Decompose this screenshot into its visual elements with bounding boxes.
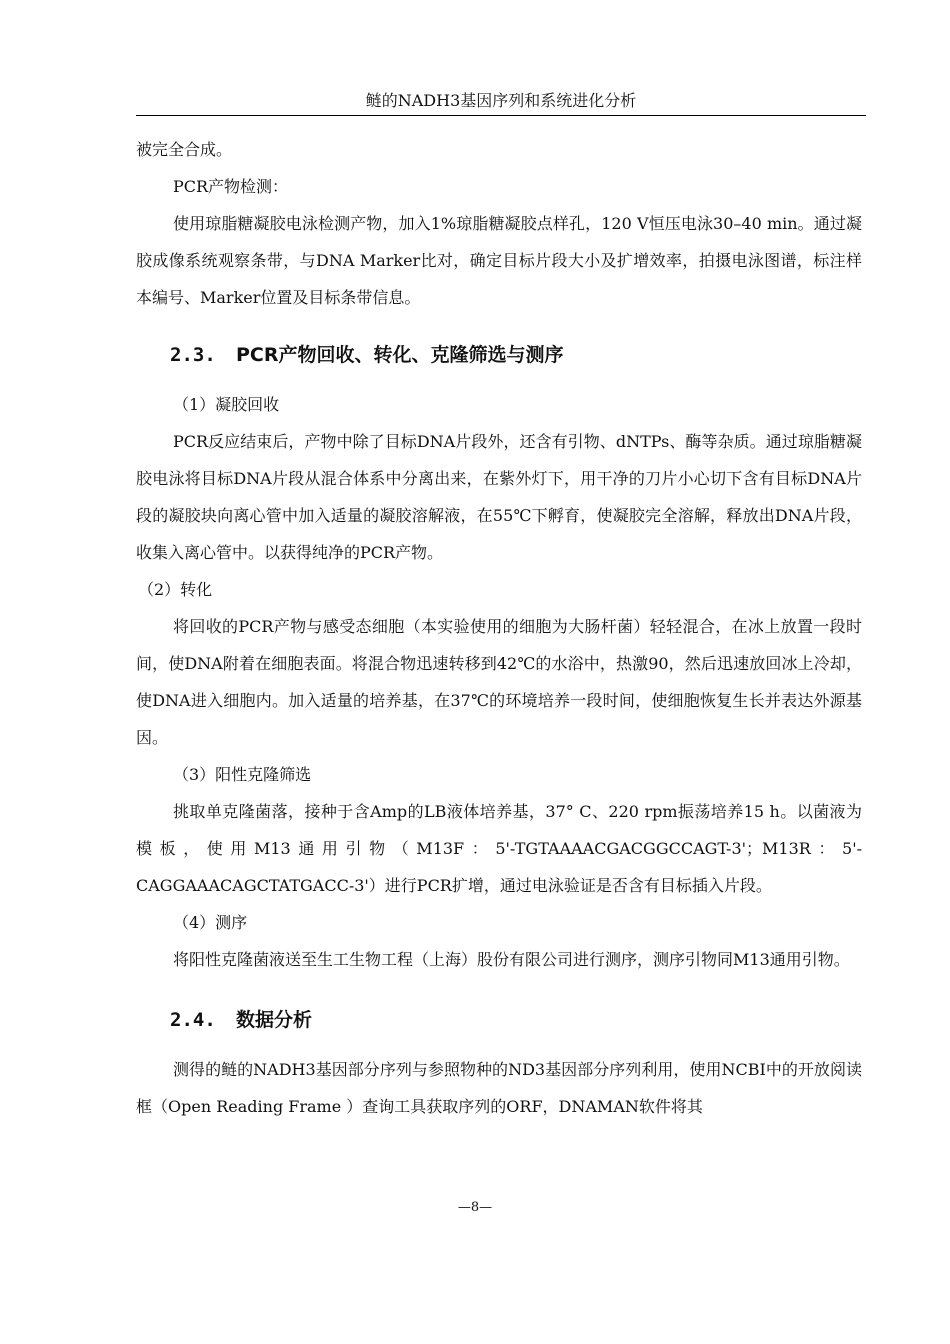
running-header: 鲢的NADH3基因序列和系统进化分析 <box>365 91 637 110</box>
transformation-paragraph: 将回收的PCR产物与感受态细胞（本实验使用的细胞为大肠杆菌）轻轻混合，在冰上放置一段时间，使DNA附着在细胞表面。将混合物迅速转移到42℃的水浴中，热激90，然后迅速放回冰上冷却，使DNA进入细胞内。加入适量的培养基，在37℃的环境培养一段时间，使细胞恢复生长并表达外源基因。 <box>136 617 862 747</box>
subheading-gel-recovery: （1）凝胶回收 <box>173 395 280 414</box>
positive-clone-paragraph: 挑取单克隆菌落，接种于含Amp的LB液体培养基，37° C、220 rpm振荡培养15 h。以菌液为模板，使用M13通用引物（M13F：5'-TGTAAAACGACGGCCAGT-3'；M13R：5'-CAGGAAACAGCTATGACC-3'）进行PCR扩增，通过电泳验证是否含有目标插入片段。 <box>136 802 862 895</box>
section-number: 2.3. <box>170 344 216 366</box>
section-title: 数据分析 <box>236 1009 313 1031</box>
subheading-sequencing: （4）测序 <box>173 913 248 932</box>
data-analysis-paragraph: 测得的鲢的NADH3基因部分序列与参照物种的ND3基因部分序列利用，使用NCBI中的开放阅读框（Open Reading Frame ）查询工具获取序列的ORF，DNAMAN软件将其 <box>136 1060 862 1116</box>
gel-recovery-paragraph: PCR反应结束后，产物中除了目标DNA片段外，还含有引物、dNTPs、酶等杂质。通过琼脂糖凝胶电泳将目标DNA片段从混合体系中分离出来，在紫外灯下，用干净的刀片小心切下含有目标DNA片段的凝胶块向离心管中加入适量的凝胶溶解液，在55℃下孵育，使凝胶完全溶解，释放出DNA片段，收集入离心管中。以获得纯净的PCR产物。 <box>136 432 862 562</box>
pcr-detection-heading: PCR产物检测： <box>173 177 289 196</box>
pcr-detection-paragraph: 使用琼脂糖凝胶电泳检测产物，加入1%琼脂糖凝胶点样孔，120 V恒压电泳30–40 min。通过凝胶成像系统观察条带，与DNA Marker比对，确定目标片段大小及扩增效率，拍摄电泳图谱，标注样本编号、Marker位置及目标条带信息。 <box>136 214 862 307</box>
section-title: PCR产物回收、转化、克隆筛选与测序 <box>236 344 564 366</box>
header-rule <box>136 115 866 116</box>
page-body <box>136 131 862 1125</box>
paragraph-continuation: 被完全合成。 <box>136 140 233 159</box>
subheading-positive-clone: （3）阳性克隆筛选 <box>173 765 312 784</box>
section-heading-2-3 <box>136 337 862 374</box>
section-number: 2.4. <box>170 1009 216 1031</box>
subheading-transformation: （2）转化 <box>138 580 213 599</box>
section-heading-2-4 <box>136 1002 862 1039</box>
page-number: —8— <box>457 1200 493 1215</box>
sequencing-paragraph: 将阳性克隆菌液送至生工生物工程（上海）股份有限公司进行测序，测序引物同M13通用引物。 <box>173 950 850 969</box>
